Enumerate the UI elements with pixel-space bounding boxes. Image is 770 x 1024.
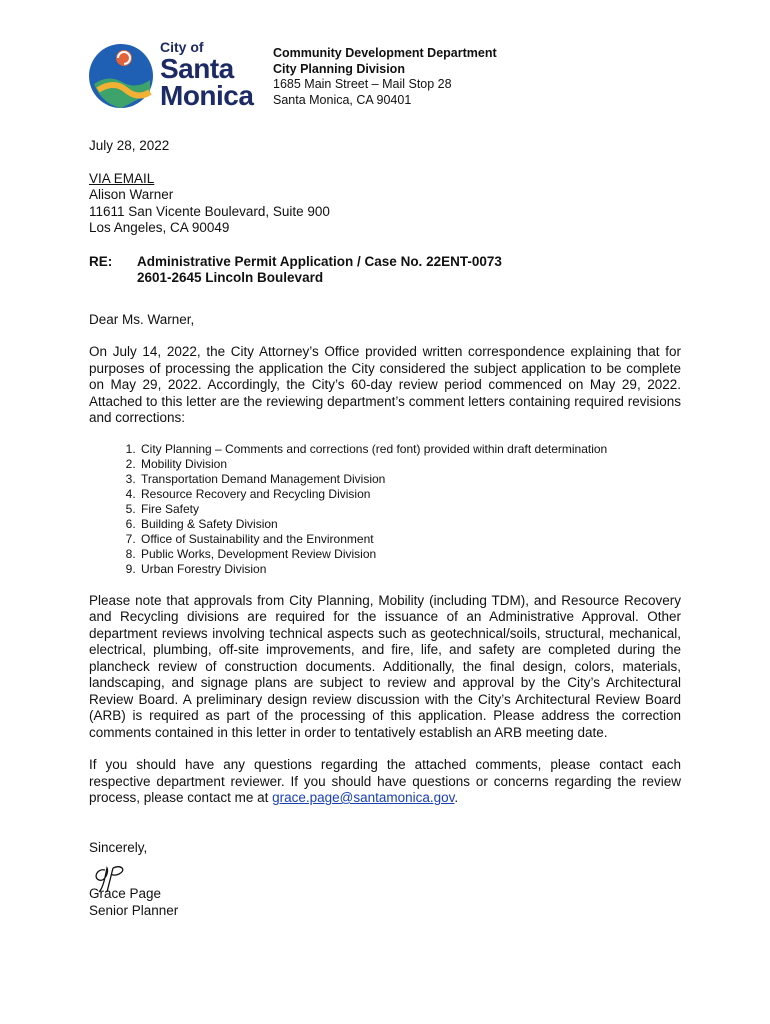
paragraph-3-end: . <box>454 790 459 805</box>
list-item: 1. City Planning – Comments and corrections (red font) provided within draft determination <box>139 442 681 457</box>
city-seal-icon <box>88 40 154 110</box>
department-header <box>273 46 497 108</box>
signer-title: Senior Planner <box>89 902 179 918</box>
department-city: Santa Monica, CA 90401 <box>273 92 412 107</box>
subject-line <box>89 254 681 287</box>
paragraph-1: On July 14, 2022, the City Attorney’s Office provided written correspondence explaining that for purposes of processing the application the City considered the subject application to be complete on May 29, 2022. Accordingly, the City’s 60-day review period commenced on May 29, 2022. Attached to this letter are the reviewing department’s comment letters containing required revisions and corrections: <box>89 344 681 425</box>
paragraph-2: Please note that approvals from City Planning, Mobility (including TDM), and Resource Recovery and Recycling divisions are required for the issuance of an Administrative Approval. Other department reviews involving technical aspects such as geotechnical/soils, structural, mechanical, electrical, plumbing, off-site improvements, and fire, life, and safety are completed during the plancheck review of construction documents. Additionally, the final design, colors, materials, landscaping, and signage plans are subject to review and approval by the City’s Architectural Review Board. A preliminary design review discussion with the City’s Architectural Review Board (ARB) is required as part of the processing of this application. Please address the correction comments contained in this letter in order to tentatively establish an ARB meeting date. <box>89 592 681 740</box>
list-item: 4. Resource Recovery and Recycling Division <box>139 487 681 502</box>
department-street: 1685 Main Street – Mail Stop 28 <box>273 77 452 91</box>
list-item: 6. Building & Safety Division <box>139 517 681 532</box>
re-line-1: Administrative Permit Application / Case No. 22ENT-0073 <box>137 253 502 269</box>
signature <box>89 856 681 886</box>
recipient-name: Alison Warner <box>89 187 174 202</box>
greeting: Dear Ms. Warner, <box>89 311 195 327</box>
signature-icon <box>91 860 141 894</box>
logo-santa: Santa <box>160 53 234 84</box>
logo-city-of: City of <box>160 39 204 55</box>
letter-date: July 28, 2022 <box>89 138 170 153</box>
list-item: 2. Mobility Division <box>139 457 681 472</box>
list-item: 7. Office of Sustainability and the Environment <box>139 532 681 547</box>
signer-name: Grace Page <box>89 886 162 901</box>
recipient-address <box>89 171 681 237</box>
re-line-2: 2601-2645 Lincoln Boulevard <box>137 270 324 285</box>
division-name: City Planning Division <box>273 61 405 76</box>
list-item: 9. Urban Forestry Division <box>139 562 681 577</box>
paragraph-3-text: If you should have any questions regarding the attached comments, please contact each respective department reviewer. If you should have questions or concerns regarding the review process, please contact me at <box>89 757 681 805</box>
re-content <box>137 254 502 287</box>
letter-body <box>89 138 681 919</box>
via-email: VIA EMAIL <box>89 170 155 186</box>
list-item: 8. Public Works, Development Review Division <box>139 547 681 562</box>
department-name: Community Development Department <box>273 46 497 60</box>
list-item: 5. Fire Safety <box>139 502 681 517</box>
list-item: 3. Transportation Demand Management Division <box>139 472 681 487</box>
paragraph-3 <box>89 757 681 807</box>
re-label: RE: <box>89 253 113 269</box>
email-link[interactable]: grace.page@santamonica.gov <box>272 790 455 805</box>
recipient-city: Los Angeles, CA 90049 <box>89 220 230 235</box>
recipient-street: 11611 San Vicente Boulevard, Suite 900 <box>89 203 330 219</box>
department-list <box>89 442 681 577</box>
closing: Sincerely, <box>89 839 148 855</box>
logo-monica: Monica <box>160 80 254 111</box>
